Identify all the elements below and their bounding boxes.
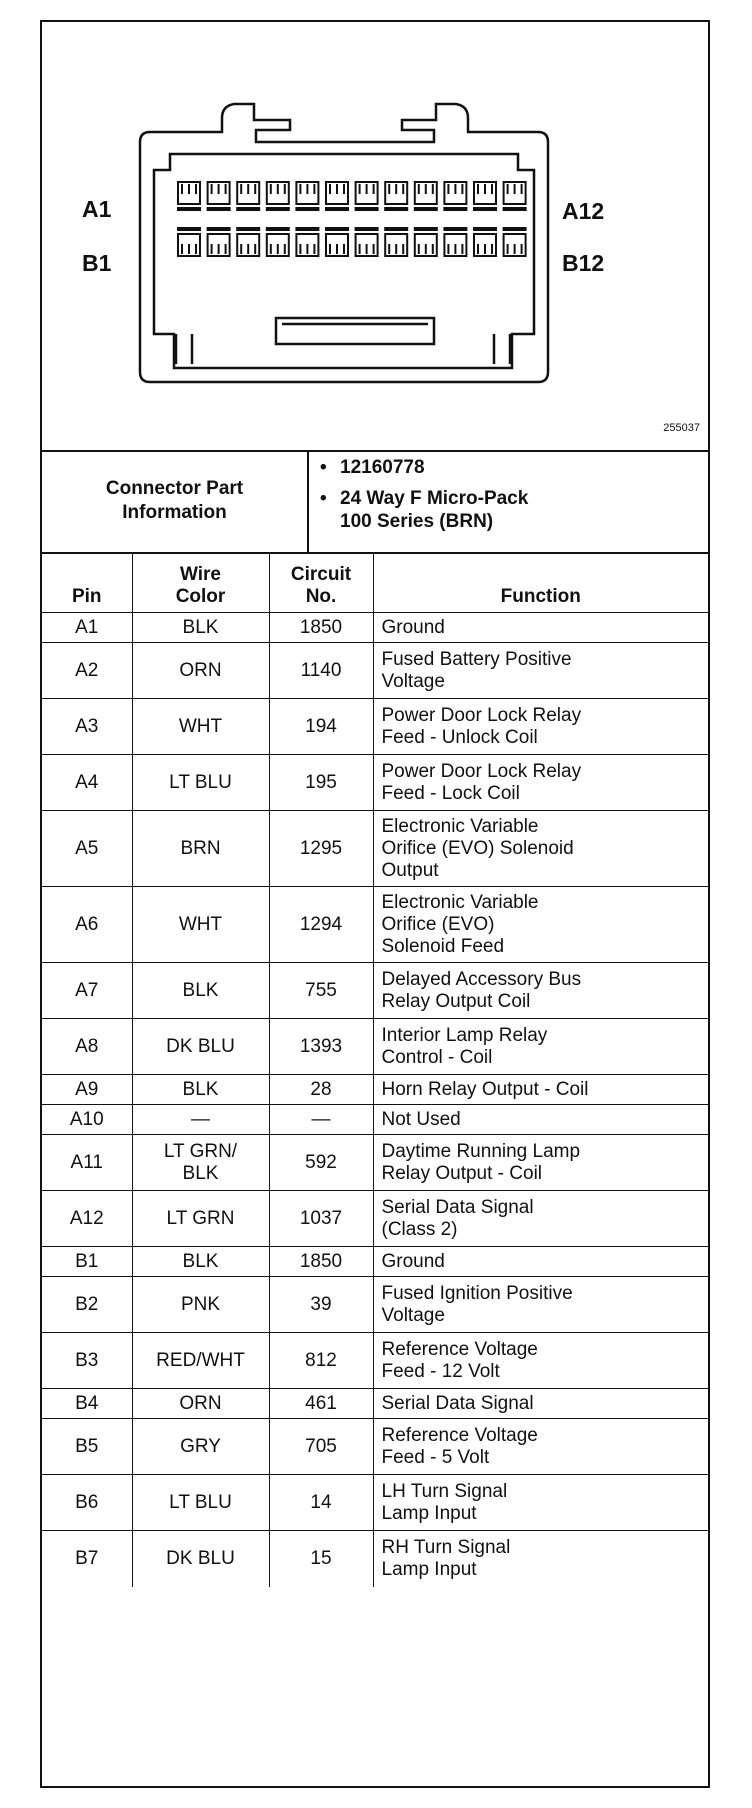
pin-cell: B2: [42, 1277, 132, 1333]
circuit-cell: 705: [269, 1419, 373, 1475]
function-cell-line: Lamp Input: [381, 1558, 477, 1580]
circuit-cell: —: [269, 1105, 373, 1135]
cavity-terminal: [300, 184, 314, 194]
circuit-cell: 1850: [269, 1247, 373, 1277]
function-cell-line: RH Turn Signal: [381, 1536, 511, 1558]
header-circuit-line2: No.: [305, 586, 337, 607]
cavity-terminal: [182, 184, 196, 194]
cavity-terminal: [271, 184, 285, 194]
connector-info-label-line1: Connector Part: [105, 478, 244, 499]
function-cell: [373, 755, 708, 811]
table-row: [42, 1075, 708, 1105]
pin-label-b12: B12: [562, 250, 605, 276]
function-cell: [373, 643, 708, 699]
wire-color-cell-line: BLK: [182, 1250, 219, 1272]
pin-cell: B1: [42, 1247, 132, 1277]
circuit-cell: 39: [269, 1277, 373, 1333]
function-cell: [373, 1333, 708, 1389]
cavity-terminal: [182, 244, 196, 254]
cavity-terminal: [300, 244, 314, 254]
cavity-terminal: [330, 244, 344, 254]
wire-color-cell: [132, 755, 269, 811]
function-cell-line: Solenoid Feed: [381, 935, 505, 957]
pin-cell: A8: [42, 1019, 132, 1075]
function-cell: [373, 1105, 708, 1135]
cavity-terminal: [478, 244, 492, 254]
function-cell-line: Interior Lamp Relay: [381, 1024, 548, 1046]
wire-color-cell-line: BLK: [182, 616, 219, 638]
wire-color-cell-line: WHT: [178, 913, 223, 935]
cavity-divider: [415, 228, 437, 230]
connector-info-label-line2: Information: [122, 502, 227, 523]
function-cell-line: LH Turn Signal: [381, 1480, 508, 1502]
pin-label-b1: B1: [82, 250, 112, 276]
function-cell-line: Control - Coil: [381, 1046, 493, 1068]
pin-cell: A10: [42, 1105, 132, 1135]
circuit-cell: 461: [269, 1389, 373, 1419]
cavity-terminal: [360, 184, 374, 194]
pin-cell: A9: [42, 1075, 132, 1105]
table-row: [42, 1475, 708, 1531]
function-cell-line: Power Door Lock Relay: [381, 704, 582, 726]
description: [340, 487, 528, 533]
circuit-cell: 15: [269, 1531, 373, 1587]
connector-info-label: [42, 450, 309, 552]
table-row: [42, 1277, 708, 1333]
circuit-cell: 1850: [269, 613, 373, 643]
cavity-terminal: [419, 244, 433, 254]
circuit-cell: 194: [269, 699, 373, 755]
function-cell: [373, 1531, 708, 1587]
circuit-cell: 28: [269, 1075, 373, 1105]
function-cell-line: Fused Battery Positive: [381, 648, 572, 670]
header-circuit-line1: Circuit: [290, 564, 352, 585]
header-circuit-no: [269, 553, 373, 613]
function-cell-line: Voltage: [381, 1304, 445, 1326]
description-bullet: [320, 487, 700, 533]
wire-color-cell-line: —: [191, 1108, 210, 1130]
circuit-cell: 1037: [269, 1191, 373, 1247]
cavity-terminal: [241, 244, 255, 254]
table-row: [42, 1105, 708, 1135]
table-row: [42, 643, 708, 699]
figure-number: 255037: [663, 422, 700, 434]
bullet-icon: •: [320, 457, 327, 478]
wire-color-cell: [132, 963, 269, 1019]
function-cell-line: Ground: [381, 616, 445, 638]
function-cell: [373, 1135, 708, 1191]
cavity-divider: [296, 208, 318, 210]
cavity-terminal: [212, 184, 226, 194]
table-row: [42, 1019, 708, 1075]
cavity-terminal: [389, 244, 403, 254]
wire-color-cell: [132, 811, 269, 887]
table-row: [42, 1419, 708, 1475]
wire-color-cell: [132, 699, 269, 755]
wire-color-cell: [132, 887, 269, 963]
wire-color-cell-line: LT BLU: [169, 1491, 232, 1513]
circuit-cell: 195: [269, 755, 373, 811]
function-cell: [373, 1075, 708, 1105]
circuit-cell: 1294: [269, 887, 373, 963]
connector-sheet: [40, 20, 710, 1788]
wire-color-cell: [132, 643, 269, 699]
cavity-divider: [444, 228, 466, 230]
cavity-terminal: [241, 184, 255, 194]
wire-color-cell-line: LT GRN/: [163, 1140, 238, 1162]
circuit-cell: 812: [269, 1333, 373, 1389]
cavity-terminal: [478, 184, 492, 194]
cavity-terminal: [508, 244, 522, 254]
function-cell: [373, 1389, 708, 1419]
wire-color-cell: [132, 1019, 269, 1075]
cavity-terminal: [212, 244, 226, 254]
function-cell: [373, 963, 708, 1019]
cavity-divider: [267, 228, 289, 230]
table-row: [42, 1333, 708, 1389]
function-cell-line: Serial Data Signal: [381, 1392, 534, 1414]
pinout-rows: [42, 613, 708, 1587]
function-cell-line: Daytime Running Lamp: [381, 1140, 581, 1162]
pin-cell: A12: [42, 1191, 132, 1247]
header-pin: Pin: [42, 553, 132, 613]
function-cell: [373, 887, 708, 963]
wire-color-cell-line: PNK: [180, 1293, 221, 1315]
table-row: [42, 1191, 708, 1247]
cavity-divider: [237, 228, 259, 230]
cavity-terminal: [448, 244, 462, 254]
cavity-divider: [326, 228, 348, 230]
pin-cell: A2: [42, 643, 132, 699]
pin-cell: A1: [42, 613, 132, 643]
function-cell-line: Feed - Unlock Coil: [381, 726, 538, 748]
wire-color-cell: [132, 1135, 269, 1191]
table-row: [42, 1135, 708, 1191]
circuit-cell: 1140: [269, 643, 373, 699]
cavity-divider: [444, 208, 466, 210]
cavity-divider: [356, 228, 378, 230]
function-cell: [373, 1191, 708, 1247]
wire-color-cell: [132, 1191, 269, 1247]
wire-color-cell-line: DK BLU: [166, 1547, 235, 1569]
cavity-divider: [178, 228, 200, 230]
wire-color-cell-line: DK BLU: [166, 1035, 235, 1057]
pin-cell: A11: [42, 1135, 132, 1191]
function-cell: [373, 1475, 708, 1531]
wire-color-cell: [132, 1105, 269, 1135]
cavity-terminal: [330, 184, 344, 194]
cavity-terminal: [508, 184, 522, 194]
wire-color-cell: [132, 613, 269, 643]
pin-cell: B7: [42, 1531, 132, 1587]
cavity-divider: [208, 208, 230, 210]
cavity-divider: [178, 208, 200, 210]
pin-cell: A6: [42, 887, 132, 963]
circuit-cell: 14: [269, 1475, 373, 1531]
description-line1: 24 Way F Micro-Pack: [340, 488, 529, 509]
table-row: [42, 1531, 708, 1587]
cavity-divider: [474, 208, 496, 210]
function-cell: [373, 1277, 708, 1333]
wire-color-cell: [132, 1419, 269, 1475]
cavity-terminal: [271, 244, 285, 254]
cavity-divider: [296, 228, 318, 230]
wire-color-cell-line: BLK: [182, 1162, 219, 1184]
cavity-divider: [356, 208, 378, 210]
function-cell: [373, 699, 708, 755]
wire-color-cell: [132, 1531, 269, 1587]
connector-face-illustration: [42, 22, 708, 450]
function-cell-line: Electronic Variable: [381, 891, 539, 913]
function-cell: [373, 613, 708, 643]
function-cell-line: Delayed Accessory Bus: [381, 968, 582, 990]
function-cell-line: Output: [381, 859, 439, 881]
pin-cell: A7: [42, 963, 132, 1019]
circuit-cell: 755: [269, 963, 373, 1019]
header-wire-color-line1: Wire: [179, 564, 221, 585]
function-cell-line: Relay Output Coil: [381, 990, 531, 1012]
function-cell-line: Feed - 5 Volt: [381, 1446, 490, 1468]
function-cell-line: Feed - Lock Coil: [381, 782, 520, 804]
wire-color-cell-line: WHT: [178, 715, 223, 737]
header-wire-color: [132, 553, 269, 613]
function-cell-line: Feed - 12 Volt: [381, 1360, 500, 1382]
cavity-terminal: [360, 244, 374, 254]
description-line2: 100 Series (BRN): [340, 511, 494, 532]
table-row: [42, 755, 708, 811]
table-row: [42, 963, 708, 1019]
header-function: Function: [373, 553, 708, 613]
pin-label-a1: A1: [82, 196, 112, 222]
table-header-row: [42, 553, 708, 613]
table-row: [42, 811, 708, 887]
wire-color-cell: [132, 1075, 269, 1105]
connector-part-information: [42, 450, 708, 554]
function-cell-line: Voltage: [381, 670, 445, 692]
function-cell-line: Fused Ignition Positive: [381, 1282, 573, 1304]
header-wire-color-line2: Color: [175, 586, 226, 607]
wire-color-cell-line: ORN: [179, 1392, 222, 1414]
cavity-divider: [415, 208, 437, 210]
connector-diagram: [42, 22, 708, 452]
table-row: [42, 887, 708, 963]
wire-color-cell-line: LT GRN: [166, 1207, 235, 1229]
cavity-divider: [208, 228, 230, 230]
pin-cell: B5: [42, 1419, 132, 1475]
pin-cell: B3: [42, 1333, 132, 1389]
function-cell-line: Orifice (EVO): [381, 913, 495, 935]
function-cell-line: Relay Output - Coil: [381, 1162, 543, 1184]
wire-color-cell: [132, 1277, 269, 1333]
cavity-terminal: [389, 184, 403, 194]
connector-info-details: [320, 454, 700, 533]
function-cell-line: (Class 2): [381, 1218, 458, 1240]
cavity-divider: [385, 208, 407, 210]
function-cell-line: Power Door Lock Relay: [381, 760, 582, 782]
part-number: 12160778: [340, 457, 425, 478]
function-cell: [373, 1019, 708, 1075]
circuit-cell: 1295: [269, 811, 373, 887]
cavity-terminal: [448, 184, 462, 194]
table-row: [42, 613, 708, 643]
wire-color-cell: [132, 1333, 269, 1389]
wire-color-cell-line: RED/WHT: [156, 1349, 245, 1371]
function-cell: [373, 1419, 708, 1475]
pin-label-a12: A12: [562, 198, 605, 224]
cavity-divider: [385, 228, 407, 230]
bullet-icon: •: [320, 488, 327, 509]
function-cell-line: Orifice (EVO) Solenoid: [381, 837, 574, 859]
pinout-table: [42, 552, 708, 1587]
table-row: [42, 1389, 708, 1419]
wire-color-cell-line: GRY: [180, 1435, 221, 1457]
function-cell-line: Lamp Input: [381, 1502, 477, 1524]
wire-color-cell-line: LT BLU: [169, 771, 232, 793]
function-cell-line: Ground: [381, 1250, 445, 1272]
function-cell-line: Serial Data Signal: [381, 1196, 534, 1218]
pin-cell: A3: [42, 699, 132, 755]
pin-cell: B4: [42, 1389, 132, 1419]
circuit-cell: 1393: [269, 1019, 373, 1075]
wire-color-cell-line: BLK: [182, 979, 219, 1001]
function-cell: [373, 811, 708, 887]
cavity-divider: [237, 208, 259, 210]
function-cell-line: Horn Relay Output - Coil: [381, 1078, 589, 1100]
cavity-divider: [326, 208, 348, 210]
function-cell: [373, 1247, 708, 1277]
cavity-divider: [504, 208, 526, 210]
table-row: [42, 1247, 708, 1277]
cavity-divider: [267, 208, 289, 210]
table-row: [42, 699, 708, 755]
wire-color-cell-line: BRN: [180, 837, 221, 859]
circuit-cell: 592: [269, 1135, 373, 1191]
cavity-terminal: [419, 184, 433, 194]
function-cell-line: Not Used: [381, 1108, 461, 1130]
part-number-bullet: [320, 456, 700, 479]
pin-cell: A4: [42, 755, 132, 811]
function-cell-line: Reference Voltage: [381, 1424, 538, 1446]
pin-cell: A5: [42, 811, 132, 887]
wire-color-cell: [132, 1247, 269, 1277]
wire-color-cell-line: BLK: [182, 1078, 219, 1100]
pin-cell: B6: [42, 1475, 132, 1531]
function-cell-line: Reference Voltage: [381, 1338, 538, 1360]
wire-color-cell: [132, 1389, 269, 1419]
cavity-divider: [504, 228, 526, 230]
function-cell-line: Electronic Variable: [381, 815, 539, 837]
wire-color-cell: [132, 1475, 269, 1531]
cavity-divider: [474, 228, 496, 230]
wire-color-cell-line: ORN: [179, 659, 222, 681]
